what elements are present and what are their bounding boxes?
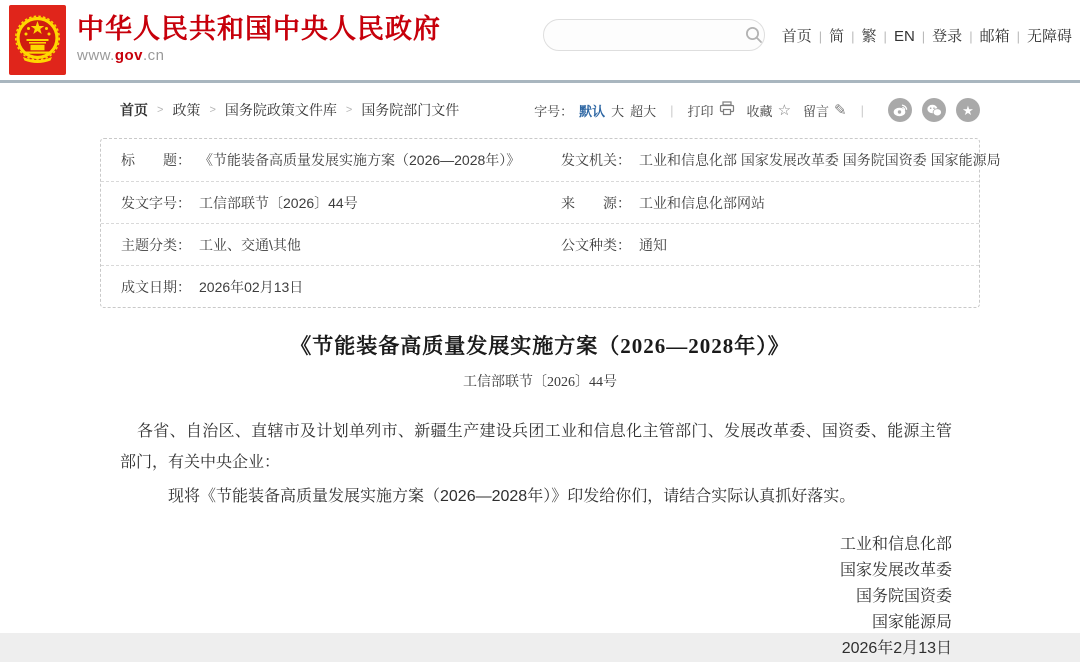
meta-value-doc-number: 工信部联节〔2026〕44号 bbox=[199, 194, 358, 211]
meta-value-issue-date: 2026年02月13日 bbox=[199, 278, 304, 295]
breadcrumb-toolbar-row bbox=[100, 83, 980, 133]
signature-agency: 国家能源局 bbox=[871, 614, 952, 631]
signature-agency: 国务院国资委 bbox=[855, 588, 952, 605]
favorite-button[interactable]: 收藏 ☆ bbox=[746, 101, 792, 119]
national-emblem-icon bbox=[9, 5, 66, 75]
font-size-xlarge[interactable]: 超大 bbox=[630, 103, 657, 119]
nav-accessibility[interactable]: 无障碍 bbox=[1026, 28, 1072, 45]
search-input[interactable] bbox=[544, 21, 743, 49]
breadcrumb-separator: > bbox=[209, 104, 216, 116]
meta-label-doc-type: 公文种类： bbox=[561, 236, 631, 253]
document-number: 工信部联节〔2026〕44号 bbox=[463, 375, 617, 390]
national-emblem-logo[interactable] bbox=[9, 5, 66, 75]
table-row bbox=[101, 223, 979, 265]
site-url: www.gov.cn bbox=[77, 47, 165, 64]
weibo-icon bbox=[893, 103, 908, 117]
document-body bbox=[120, 416, 952, 512]
search-button[interactable] bbox=[743, 20, 764, 50]
printer-icon bbox=[719, 101, 735, 119]
nav-login[interactable]: 登录 bbox=[932, 28, 963, 45]
font-size-large[interactable]: 大 bbox=[611, 103, 625, 119]
meta-value-source: 工业和信息化部网站 bbox=[639, 194, 765, 211]
page-tools: 字号： 默认 大 超大 | 打印 收藏 ☆ 留言 ✎ | ★ bbox=[534, 98, 980, 122]
search-icon bbox=[745, 26, 763, 44]
signature-date: 2026年2月13日 bbox=[841, 640, 952, 657]
font-size-default[interactable]: 默认 bbox=[579, 103, 606, 119]
breadcrumb-policy[interactable]: 政策 bbox=[172, 102, 201, 118]
table-row bbox=[101, 139, 1001, 181]
share-more-button[interactable] bbox=[956, 98, 980, 122]
site-title-block[interactable] bbox=[77, 14, 441, 64]
paragraph-notice: 现将《节能装备高质量发展实施方案（2026—2028年）》印发给你们，请结合实际认真抓好落实。 bbox=[168, 488, 856, 505]
share-weibo-button[interactable] bbox=[888, 98, 912, 122]
wechat-icon bbox=[927, 104, 942, 117]
table-row bbox=[101, 265, 979, 307]
meta-label-doc-number: 发文字号： bbox=[121, 194, 191, 211]
share-wechat-button[interactable] bbox=[922, 98, 946, 122]
signature-agency: 工业和信息化部 bbox=[839, 536, 952, 553]
pencil-icon: ✎ bbox=[834, 101, 847, 119]
breadcrumb-department-docs[interactable]: 国务院部门文件 bbox=[361, 102, 460, 118]
font-size-label: 字号： bbox=[534, 103, 574, 119]
nav-english[interactable]: EN bbox=[893, 28, 915, 45]
meta-label-topic-category: 主题分类： bbox=[121, 236, 191, 253]
meta-label-issuing-agency: 发文机关： bbox=[561, 152, 631, 168]
nav-mail[interactable]: 邮箱 bbox=[979, 28, 1010, 45]
document-meta-table bbox=[100, 138, 1001, 308]
breadcrumb-separator: > bbox=[157, 104, 164, 116]
site-title: 中华人民共和国中央人民政府 bbox=[77, 14, 441, 44]
signature-agency: 国家发展改革委 bbox=[839, 562, 952, 579]
meta-value-doc-type: 通知 bbox=[639, 236, 667, 253]
meta-value-title: 《节能装备高质量发展实施方案（2026—2028年）》 bbox=[199, 152, 521, 168]
breadcrumb-home[interactable]: 首页 bbox=[120, 102, 148, 118]
meta-label-source: 来 源： bbox=[561, 194, 631, 211]
breadcrumb bbox=[120, 100, 459, 120]
print-button[interactable]: 打印 bbox=[688, 101, 735, 120]
site-header bbox=[0, 0, 1080, 83]
search-bar bbox=[543, 19, 765, 51]
meta-label-issue-date: 成文日期： bbox=[121, 278, 191, 295]
star-solid-icon: ★ bbox=[962, 102, 974, 118]
meta-label-title: 标 题： bbox=[121, 152, 191, 168]
nav-simplified[interactable]: 简 bbox=[829, 28, 845, 45]
nav-traditional[interactable]: 繁 bbox=[861, 28, 877, 45]
meta-value-issuing-agency: 工业和信息化部 国家发展改革委 国务院国资委 国家能源局 bbox=[639, 152, 1001, 168]
breadcrumb-separator: > bbox=[345, 104, 353, 116]
nav-home[interactable]: 首页 bbox=[781, 28, 812, 45]
comment-button[interactable]: 留言 ✎ bbox=[803, 101, 847, 119]
breadcrumb-policy-library[interactable]: 国务院政策文件库 bbox=[224, 102, 337, 118]
top-nav: 首页 | 简 | 繁 | EN | 登录 | 邮箱 | 无障碍 bbox=[781, 28, 1072, 45]
signature-block bbox=[0, 532, 952, 662]
star-outline-icon: ☆ bbox=[777, 101, 792, 119]
paragraph-addressees: 各省、自治区、直辖市及计划单列市、新疆生产建设兵团工业和信息化主管部门、发展改革委、国资委、能源主管部门，有关中央企业： bbox=[120, 423, 952, 471]
table-row bbox=[101, 181, 979, 223]
meta-value-topic-category: 工业、交通\其他 bbox=[199, 236, 301, 253]
page-title: 《节能装备高质量发展实施方案（2026—2028年）》 bbox=[290, 334, 790, 358]
